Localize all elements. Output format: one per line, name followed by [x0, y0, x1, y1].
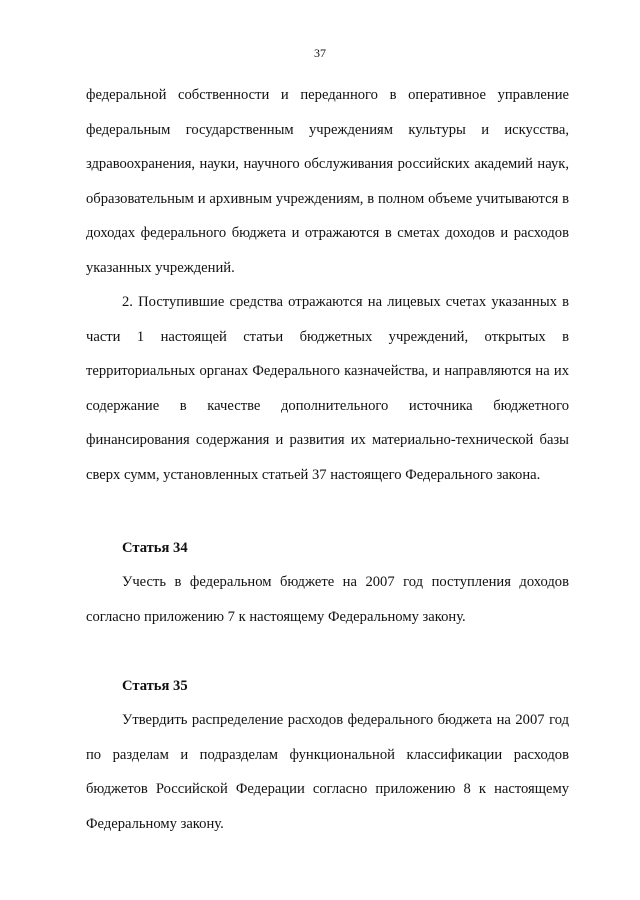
- page-number: 37: [314, 46, 326, 60]
- article-35-paragraph: Утвердить распределение расходов федерального бюджета на 2007 год по разделам и подразделам функциональной классификации расходов бюджетов Российской Федерации согласно приложению 8 к настоящему Федеральному закону.: [86, 712, 569, 832]
- paragraph-continuation: федеральной собственности и переданного в оперативное управление федеральным государственным учреждениям культуры и искусства, здравоохранения, науки, научного обслуживания российских академий наук, образовательным и архивным учреждениям, в полном объеме учитываются в доходах федерального бюджета и отражаются в сметах доходов и расходов указанных учреждений.: [86, 87, 569, 276]
- article-34-heading: Статья 34: [122, 540, 188, 556]
- article-34-paragraph: Учесть в федеральном бюджете на 2007 год поступления доходов согласно приложению 7 к настоящему Федеральному закону.: [86, 574, 569, 625]
- article-35-heading: Статья 35: [122, 678, 188, 694]
- continuation-text: [86, 78, 569, 492]
- article-34-body: [86, 565, 569, 634]
- paragraph-point-2: 2. Поступившие средства отражаются на лицевых счетах указанных в части 1 настоящей статьи бюджетных учреждений, открытых в территориальных органах Федерального казначейства, и направляются на их содержание в качестве дополнительного источника бюджетного финансирования содержания и развития их материально-технической базы сверх сумм, установленных статьей 37 настоящего Федерального закона.: [86, 294, 569, 483]
- article-35-body: [86, 703, 569, 841]
